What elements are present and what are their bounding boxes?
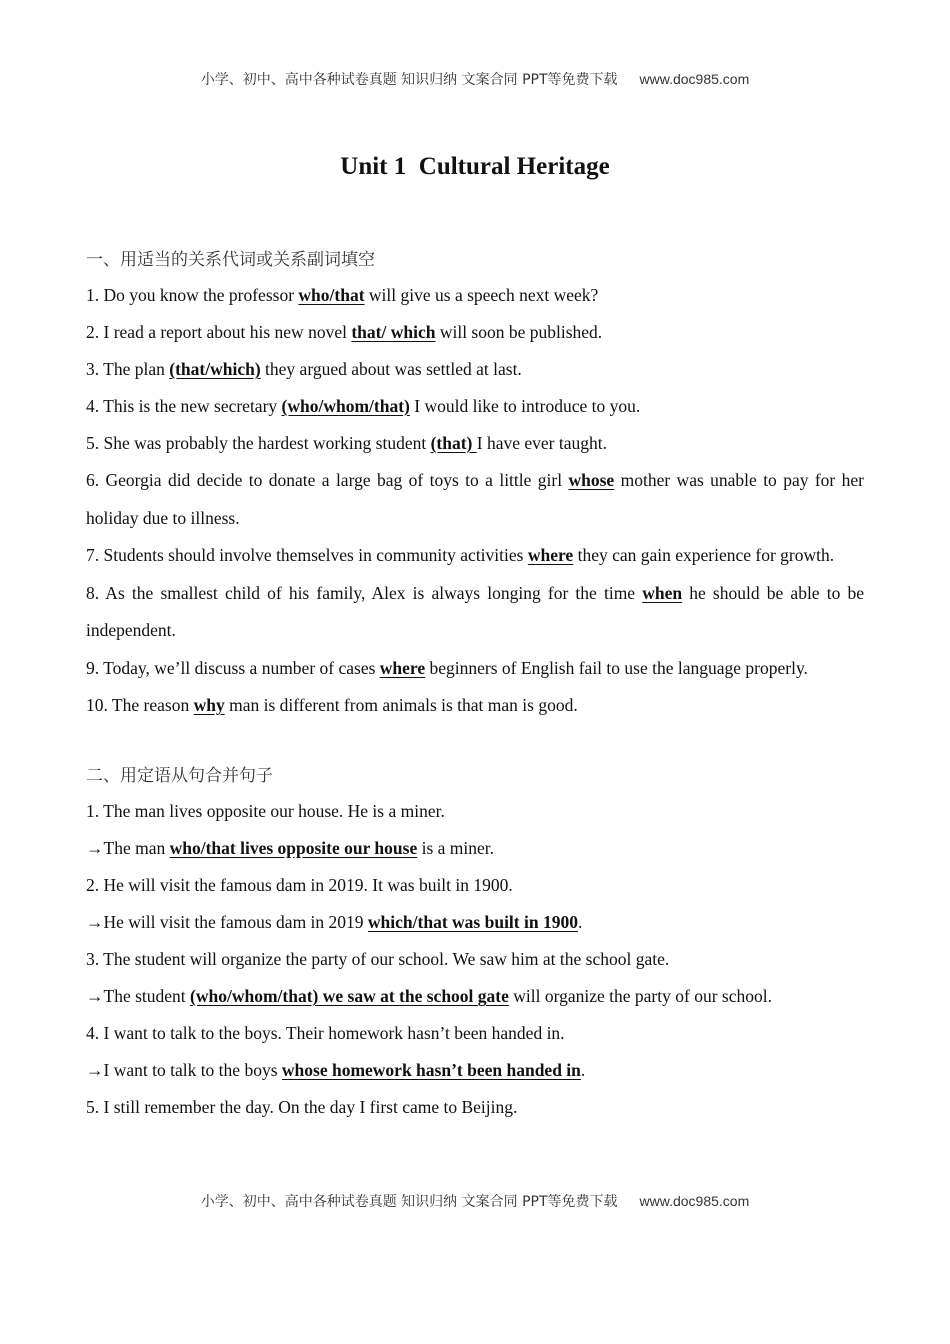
answer: that/ which xyxy=(351,322,436,342)
footer-text: 小学、初中、高中各种试卷真题 知识归纳 文案合同 PPT等免费下载 xyxy=(200,1194,618,1210)
header-url: www.doc985.com xyxy=(639,71,750,87)
list-item: 8. As the smallest child of his family, Alex is always longing for the time when he should be able to be independent. xyxy=(86,582,865,640)
question: 1. The man lives opposite our house. He is a miner. xyxy=(86,801,445,821)
question: 4. I want to talk to the boys. Their homework hasn’t been handed in. xyxy=(86,1023,565,1043)
answer: where xyxy=(379,657,426,678)
answer: who/that xyxy=(298,285,365,305)
list-item: 7. Students should involve themselves in community activities where they can gain experience for growth. xyxy=(86,545,835,565)
answer-line: →He will visit the famous dam in 2019 which/that was built in 1900. xyxy=(86,912,583,932)
answer: (who/whom/that) xyxy=(281,396,410,416)
question: 2. He will visit the famous dam in 2019. It was built in 1900. xyxy=(86,875,513,895)
answer-line: →The man who/that lives opposite our house is a miner. xyxy=(86,838,495,858)
list-item: 3. The plan (that/which) they argued about was settled at last. xyxy=(86,359,522,379)
list-item: 9. Today, we’ll discuss a number of cases where beginners of English fail to use the language properly. xyxy=(86,657,808,678)
answer: why xyxy=(193,695,225,715)
list-item: 6. Georgia did decide to donate a large bag of toys to a little girl whose mother was unable to pay for her holiday due to illness. xyxy=(86,470,864,528)
page-header xyxy=(0,69,950,89)
list-item: 4. This is the new secretary (who/whom/that) I would like to introduce to you. xyxy=(86,396,641,416)
question: 3. The student will organize the party of our school. We saw him at the school gate. xyxy=(86,949,670,969)
list-item: 5. She was probably the hardest working student (that) I have ever taught. xyxy=(86,433,607,453)
answer: where xyxy=(527,545,574,565)
answer-line: →I want to talk to the boys whose homework hasn’t been handed in. xyxy=(86,1060,586,1080)
list-item: 10. The reason why man is different from animals is that man is good. xyxy=(86,695,578,715)
list-item: 1. Do you know the professor who/that will give us a speech next week? xyxy=(86,285,599,305)
answer: (that/which) xyxy=(169,359,261,379)
section2-heading: 二、用定语从句合并句子 xyxy=(86,766,273,786)
answer: who/that lives opposite our house xyxy=(169,838,418,858)
answer: whose homework hasn’t been handed in xyxy=(281,1060,581,1080)
answer: (that) xyxy=(430,433,477,453)
page-title: Unit 1 Cultural Heritage xyxy=(340,153,610,180)
question: 5. I still remember the day. On the day I first came to Beijing. xyxy=(86,1097,518,1117)
footer-url: www.doc985.com xyxy=(639,1193,750,1209)
worksheet-body xyxy=(86,244,864,1126)
list-item: 2. I read a report about his new novel that/ which will soon be published. xyxy=(86,322,603,342)
answer: which/that was built in 1900 xyxy=(367,912,578,932)
answer: when xyxy=(642,582,683,603)
page-footer xyxy=(0,1191,950,1211)
answer-line: →The student (who/whom/that) we saw at the school gate will organize the party of our school. xyxy=(86,986,772,1006)
header-text: 小学、初中、高中各种试卷真题 知识归纳 文案合同 PPT等免费下载 xyxy=(200,72,618,88)
section1-heading: 一、用适当的关系代词或关系副词填空 xyxy=(86,250,375,270)
answer: whose xyxy=(568,470,615,490)
answer: (who/whom/that) we saw at the school gate xyxy=(190,986,509,1006)
